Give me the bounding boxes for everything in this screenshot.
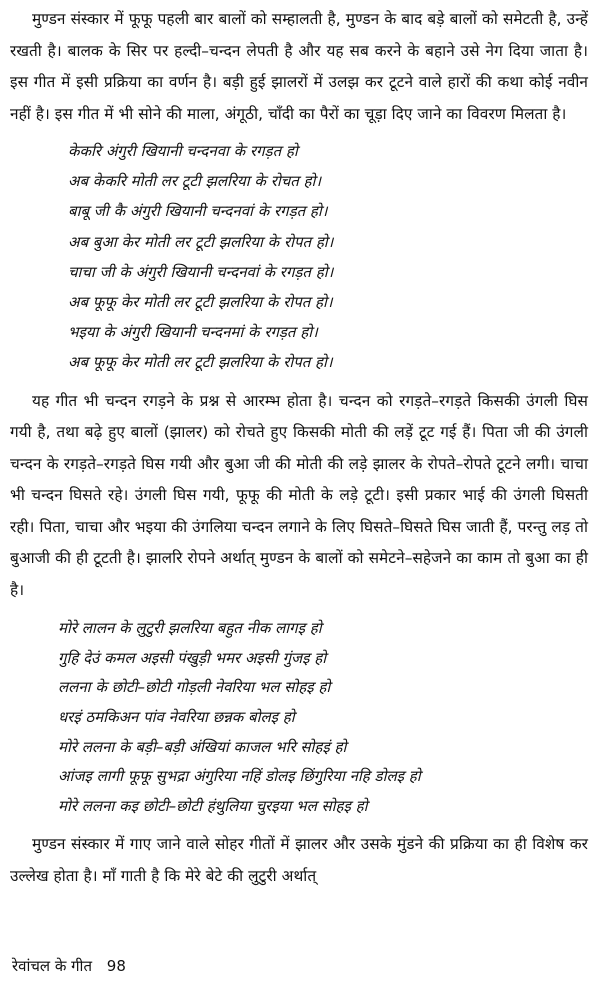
verse-line: केकरि अंगुरी खियानी चन्दनवा के रगड़त हो bbox=[68, 142, 298, 160]
verse-line: धरइं ठमकिअन पांव नेवरिया छन्नक बोलइ हो bbox=[58, 707, 295, 726]
verse-line: बाबू जी कै अंगुरी खियानी चन्दनवां के रगड़त हो। bbox=[68, 202, 328, 221]
verse-line: मोरे लालन के लुटुरी झलरिया बहुत नीक लागइ हो bbox=[58, 619, 322, 638]
paragraph-explanation: यह गीत भी चन्दन रगड़ने के प्रश्न से आरम्भ होता है। चन्दन को रगड़ते–रगड़ते किसकी उंगली घिस गयी है, तथा बढ़े हुए बालों (झालर) को रोचते हुए किसकी मोती की लड़ें टूट गई हैं। पिता जी की उंगली चन्दन के रगड़ते–रगड़ते घिस गयी और बुआ जी की मोती की लड़े झालर के रोपते–रोपते टूटने लगी। चाचा भी चन्दन घिसते रहे। उंगली घिस गयी, फूफू की मोती के लड़े टूटी। इसी प्रकार भाई की उंगली घिसती रही। पिता, चाचा और भइया की उंगलिया चन्दन लगाने के लिए घिसते–घिसते घिस जाती हैं, परन्तु लड़ तो बुआजी की ही टूटती है। झालरि रोपने अर्थात् मुण्डन के बालों को समेटने–सहेजने का काम तो बुआ का ही है। bbox=[10, 391, 588, 599]
verse-line: अब केकरि मोती लर टूटी झलरिया के रोचत हो। bbox=[68, 172, 322, 191]
verse-line: अब बुआ केर मोती लर टूटी झलरिया के रोपत हो। bbox=[68, 232, 334, 251]
paragraph-closing: मुण्डन संस्कार में गाए जाने वाले सोहर गीतों में झालर और उसके मुंडने की प्रक्रिया का ही विशेष कर उल्लेख होता है। माँ गाती है कि मेरे बेटे की लुटुरी अर्थात् bbox=[10, 835, 588, 885]
verse-line: मोरे ललना कइ छोटी–छोटी हंथुलिया चुरइया भल सोहइ हो bbox=[58, 796, 368, 815]
verse-line: अब फूफू केर मोती लर टूटी झलरिया के रोपत हो। bbox=[68, 293, 333, 312]
page-number: 98 bbox=[106, 957, 126, 975]
verse-line: गुहि देउं कमल अइसी पंखुड़ी भमर अइसी गुंजइ हो bbox=[58, 648, 327, 667]
verse-line: आंजइ लागी फूफू सुभद्रा अंगुरिया नहिं डोलइ छिंगुरिया नहि डोलइ हो bbox=[58, 767, 421, 786]
verse-block-2 bbox=[58, 614, 588, 821]
verse-line: मोरे ललना के बड़ी–बड़ी अंखियां काजल भरि सोहइं हो bbox=[58, 737, 347, 756]
verse-line: चाचा जी के अंगुरी खियानी चन्दनवां के रगड़त हो। bbox=[68, 262, 334, 281]
verse-line: ललना के छोटी–छोटी गोड़ली नेवरिया भल सोहइ हो bbox=[58, 678, 331, 697]
verse-line: भइया के अंगुरी खियानी चन्दनमां के रगड़त हो। bbox=[68, 323, 318, 342]
page-footer bbox=[12, 956, 126, 976]
book-title: रेवांचल के गीत bbox=[12, 957, 92, 975]
paragraph-intro: मुण्डन संस्कार में फूफू पहली बार बालों को सम्हालती है, मुण्डन के बाद बड़े बालों को समेटती है, उन्हें रखती है। बालक के सिर पर हल्दी–चन्दन लेपती है और यह सब करने के बहाने उसे नेग दिया जाता है। इस गीत में इसी प्रक्रिया का वर्णन है। बड़ी हुई झालरों में उलझ कर टूटने वाले हारों की कथा कोई नवीन नहीं है। इस गीत में भी सोने की माला, अंगूठी, चाँदी का पैरों का चूड़ा दिए जाने का विवरण मिलता है। bbox=[10, 10, 588, 123]
verse-block-1 bbox=[68, 136, 588, 378]
verse-line: अब फूफू केर मोती लर टूटी झलरिया के रोपत हो। bbox=[68, 353, 333, 372]
